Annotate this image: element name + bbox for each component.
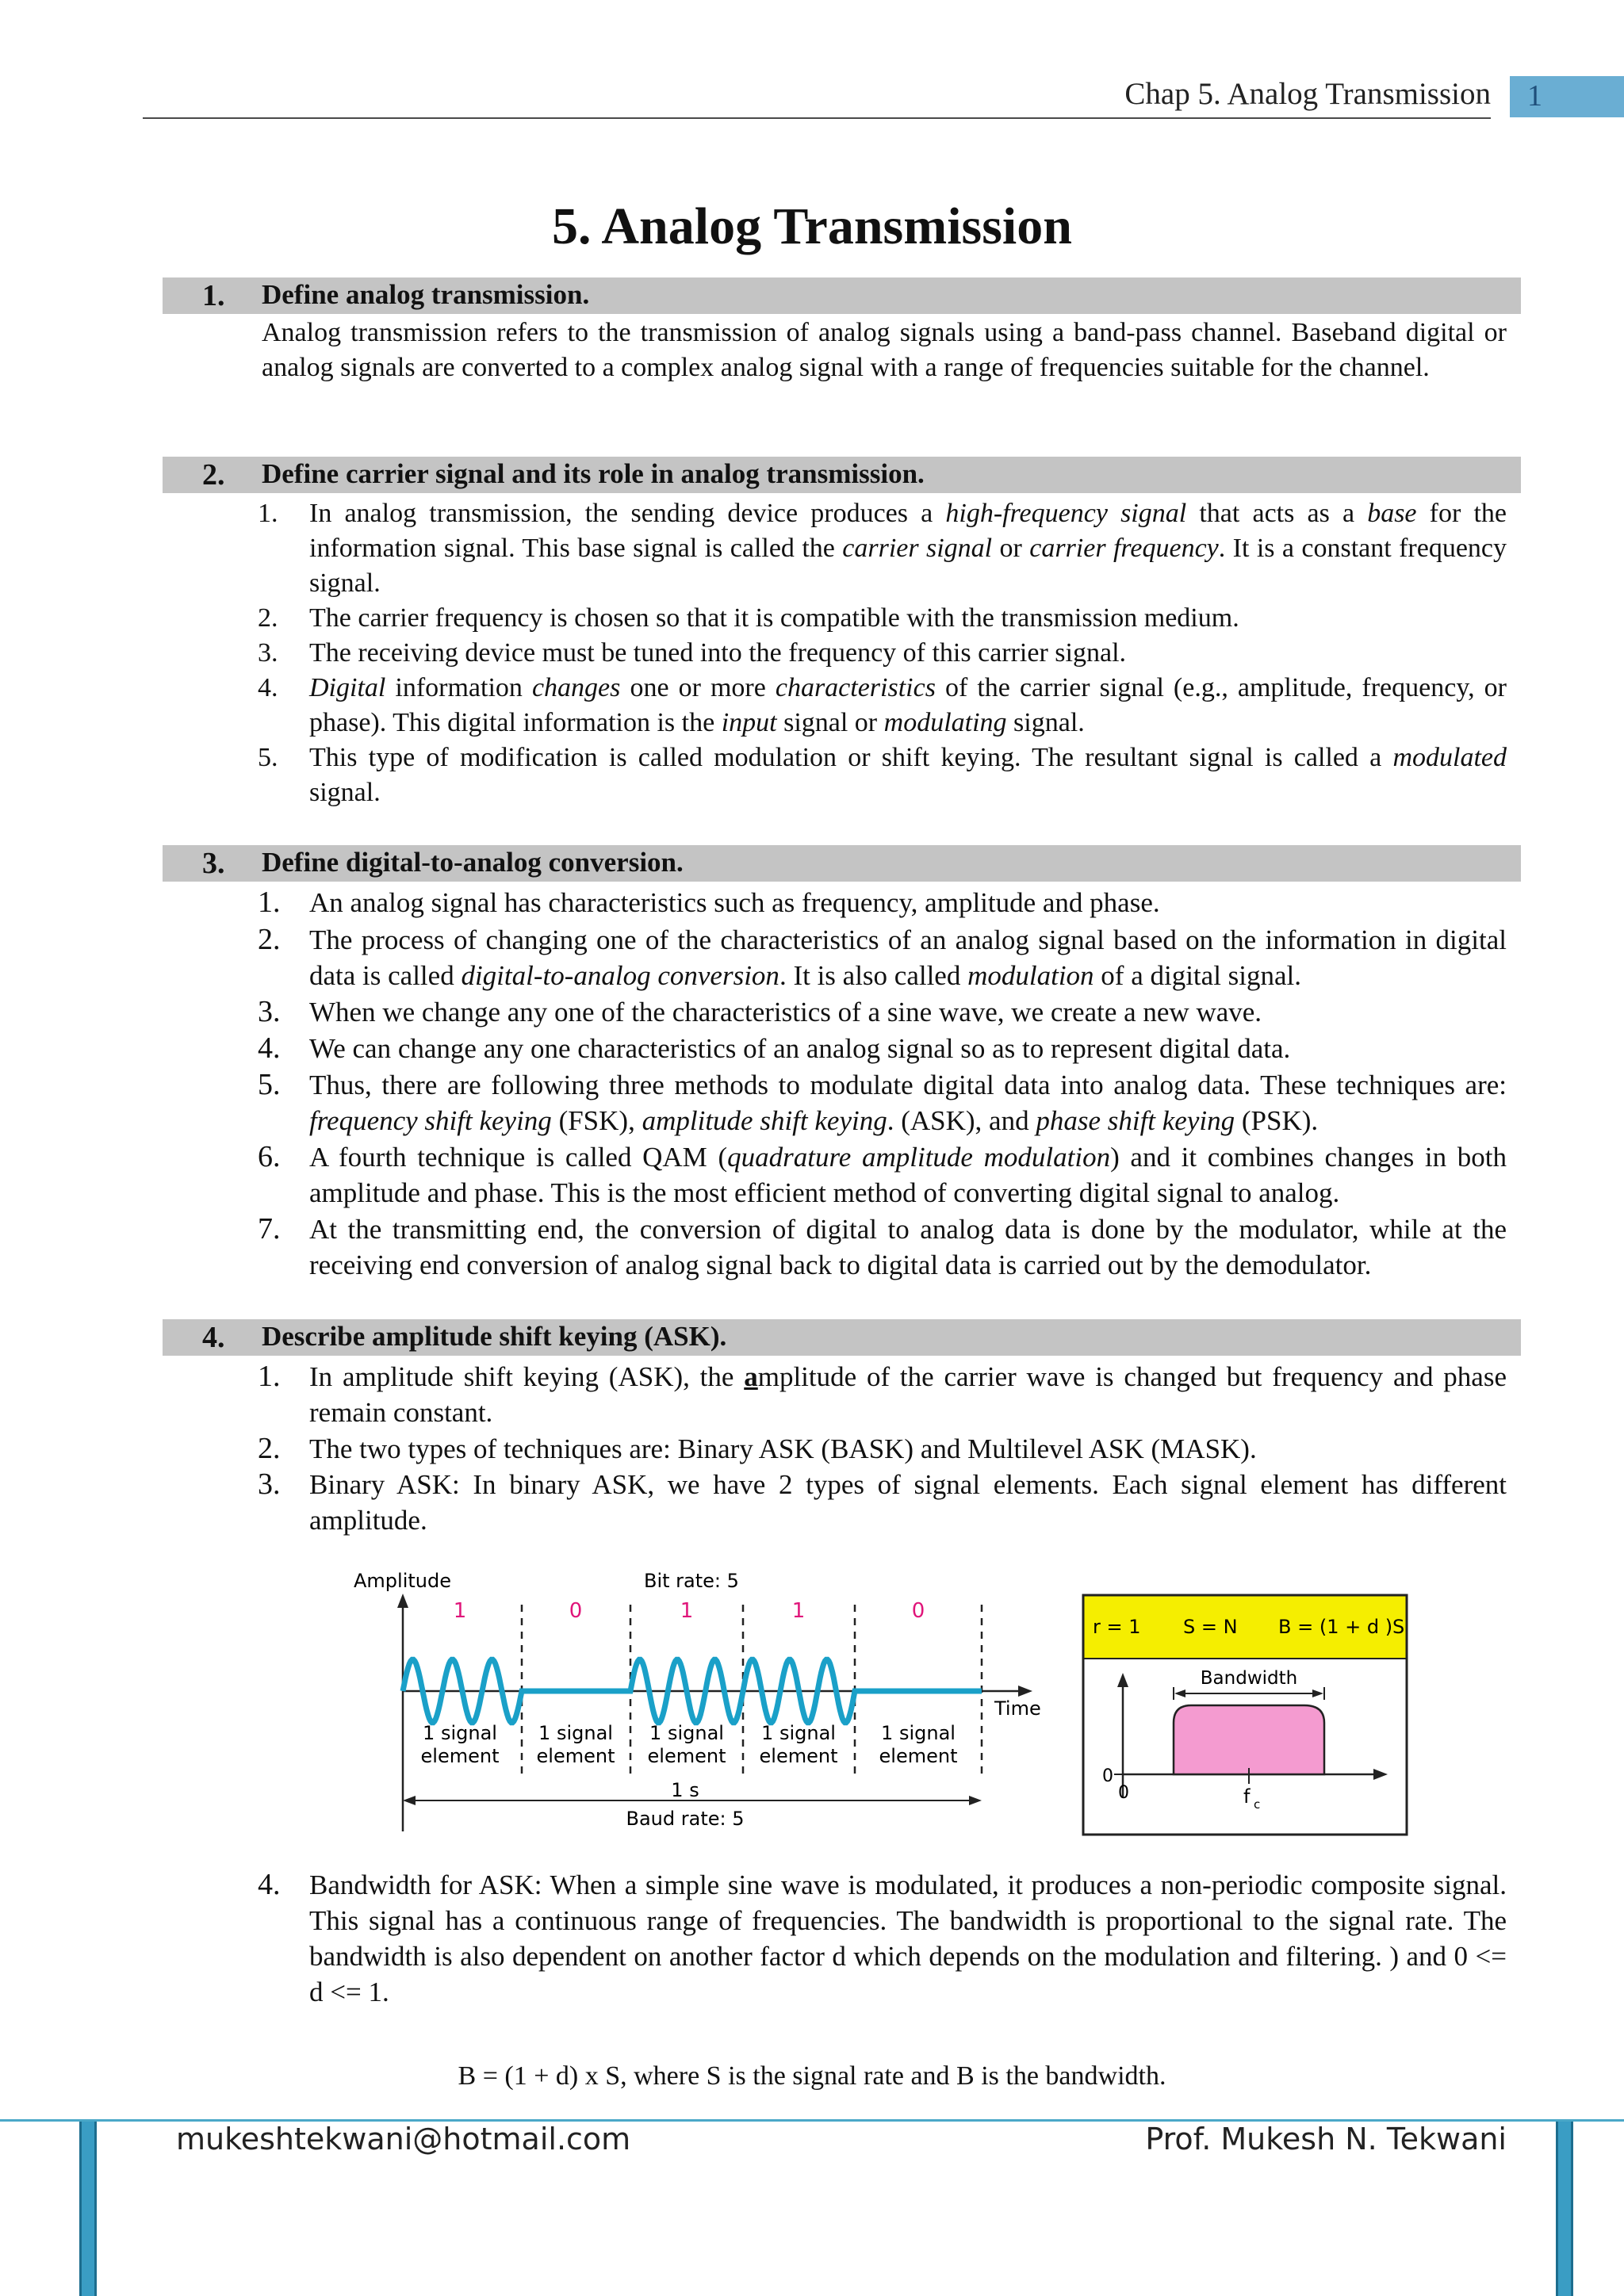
footer-author: Prof. Mukesh N. Tekwani <box>1145 2122 1507 2156</box>
item-number: 7. <box>258 1212 281 1246</box>
item-number: 2. <box>258 1432 281 1465</box>
time-label: Time <box>994 1697 1041 1720</box>
carrier-frequency-subscript: c <box>1254 1797 1261 1812</box>
item-text: In analog transmission, the sending device produces a high-frequency signal that acts as a base for the information signal. This base signal is called the carrier signal or carrier frequency. It is a constant frequency signal. <box>309 499 1507 598</box>
page-header <box>143 76 1491 119</box>
question-4-heading <box>163 1319 1521 1356</box>
question-title: Define digital-to-analog conversion. <box>262 847 684 878</box>
item-text: The receiving device must be tuned into the frequency of this carrier signal. <box>309 638 1127 668</box>
signal-element-label: element <box>420 1745 500 1767</box>
question-number: 4. <box>202 1321 225 1354</box>
question-number: 3. <box>202 847 225 880</box>
item-text: The two types of techniques are: Binary ASK (BASK) and Multilevel ASK (MASK). <box>309 1433 1257 1464</box>
item-number: 4. <box>258 673 278 702</box>
question-1-heading <box>163 277 1521 314</box>
duration-label: 1 s <box>671 1779 699 1801</box>
footer-email: mukeshtekwani@hotmail.com <box>176 2122 631 2156</box>
spectrum-y-zero: 0 <box>1102 1766 1113 1786</box>
signal-rate-ratio: r = 1 <box>1093 1616 1141 1638</box>
bit-rate-label: Bit rate: 5 <box>644 1570 739 1592</box>
item-number: 4. <box>258 1031 281 1065</box>
signal-element-label: element <box>536 1745 615 1767</box>
footer-right-bar <box>1556 2122 1573 2296</box>
question-number: 2. <box>202 458 225 492</box>
question-2-heading <box>163 457 1521 493</box>
item-number: 1. <box>258 886 281 919</box>
signal-element-label: element <box>647 1745 726 1767</box>
amplitude-label: Amplitude <box>354 1570 451 1592</box>
signal-element-label: 1 signal <box>423 1722 497 1744</box>
item-number: 3. <box>258 995 281 1028</box>
item-text: We can change any one characteristics of an analog signal so as to represent digital data. <box>309 1033 1291 1064</box>
item-number: 5. <box>258 1068 281 1101</box>
question-title: Describe amplitude shift keying (ASK). <box>262 1321 727 1352</box>
spectrum-x-zero: 0 <box>1118 1783 1129 1803</box>
item-text: When we change any one of the characteristics of a sine wave, we create a new wave. <box>309 997 1262 1027</box>
bandwidth-formula-text: B = (1 + d) x S, where S is the signal rate and B is the bandwidth. <box>458 2061 1166 2091</box>
item-text: Digital information changes one or more characteristics of the carrier signal (e.g., amplitude, frequency, or phase). This digital information is the input signal or modulating signal. <box>309 673 1507 737</box>
item-number: 1. <box>258 1360 281 1393</box>
question-title: Define analog transmission. <box>262 279 590 310</box>
question-number: 1. <box>202 279 225 312</box>
bit-value: 1 <box>791 1599 806 1623</box>
item-number: 2. <box>258 603 278 633</box>
bandwidth-label: Bandwidth <box>1200 1668 1298 1689</box>
item-text: The process of changing one of the characteristics of an analog signal based on the information in digital data is called digital-to-analog conversion. It is also called modulation of a digital signal. <box>309 924 1507 991</box>
signal-element-label: 1 signal <box>649 1722 724 1744</box>
signal-element-label: 1 signal <box>538 1722 613 1744</box>
signal-element-label: element <box>759 1745 838 1767</box>
page-number: 1 <box>1510 76 1624 117</box>
item-number: 3. <box>258 638 278 668</box>
bit-value: 1 <box>453 1599 467 1623</box>
item-number: 5. <box>258 743 278 772</box>
bit-value: 0 <box>569 1599 583 1623</box>
item-text: Binary ASK: In binary ASK, we have 2 types of signal elements. Each signal element has different amplitude. <box>309 1469 1507 1536</box>
question-title: Define carrier signal and its role in analog transmission. <box>262 458 925 489</box>
footer-left-bar <box>79 2122 97 2296</box>
carrier-frequency-label: f <box>1243 1785 1251 1808</box>
question-1-answer: Analog transmission refers to the transmission of analog signals using a band-pass channel. Baseband digital or analog signals are converted to a complex analog signal with a range of frequencies suitable for the channel. <box>262 318 1507 382</box>
main-title: 5. Analog Transmission <box>552 197 1072 255</box>
bandwidth-eq: B = (1 + d )S <box>1278 1616 1405 1638</box>
signal-element-labels <box>421 1722 958 1767</box>
item-number: 4. <box>258 1868 281 1901</box>
item-text: In amplitude shift keying (ASK), the amplitude of the carrier wave is changed but frequency and phase remain constant. <box>309 1361 1507 1428</box>
question-3-heading <box>163 845 1521 882</box>
signal-element-label: element <box>879 1745 958 1767</box>
item-number: 3. <box>258 1468 281 1501</box>
item-number: 2. <box>258 923 281 956</box>
header-title: Chap 5. Analog Transmission <box>1124 77 1491 111</box>
item-number: 6. <box>258 1140 281 1173</box>
item-text: At the transmitting end, the conversion of digital to analog data is done by the modulator, while at the receiving end conversion of analog signal back to digital data is carried out by the demodulator. <box>309 1214 1507 1280</box>
bit-value: 0 <box>911 1599 925 1623</box>
bit-value: 1 <box>680 1599 694 1623</box>
item-text: The carrier frequency is chosen so that it is compatible with the transmission medium. <box>309 603 1239 633</box>
signal-element-label: 1 signal <box>761 1722 836 1744</box>
signal-element-label: 1 signal <box>881 1722 956 1744</box>
ask-diagram <box>341 1560 1443 1854</box>
item-text: Thus, there are following three methods to modulate digital data into analog data. These techniques are: frequency shift keying (FSK), amplitude shift keying. (ASK), and phase shift keying (PSK). <box>309 1070 1507 1136</box>
item-text: An analog signal has characteristics such as frequency, amplitude and phase. <box>309 887 1160 918</box>
baud-rate-label: Baud rate: 5 <box>626 1808 745 1830</box>
item-text: This type of modification is called modulation or shift keying. The resultant signal is called a modulated signal. <box>309 743 1507 807</box>
item-text: A fourth technique is called QAM (quadrature amplitude modulation) and it combines changes in both amplitude and phase. This is the most efficient method of converting digital signal to analog. <box>309 1142 1507 1208</box>
item-text: Bandwidth for ASK: When a simple sine wave is modulated, it produces a non-periodic composite signal. This signal has a continuous range of frequencies. The bandwidth is proportional to the signal rate. The bandwidth is also dependent on another factor d which depends on the modulation and filtering. ) and 0 <= d <= 1. <box>309 1869 1507 2007</box>
spectrum-shape <box>1174 1705 1324 1774</box>
signal-rate-eq: S = N <box>1183 1616 1238 1638</box>
item-number: 1. <box>258 499 278 528</box>
